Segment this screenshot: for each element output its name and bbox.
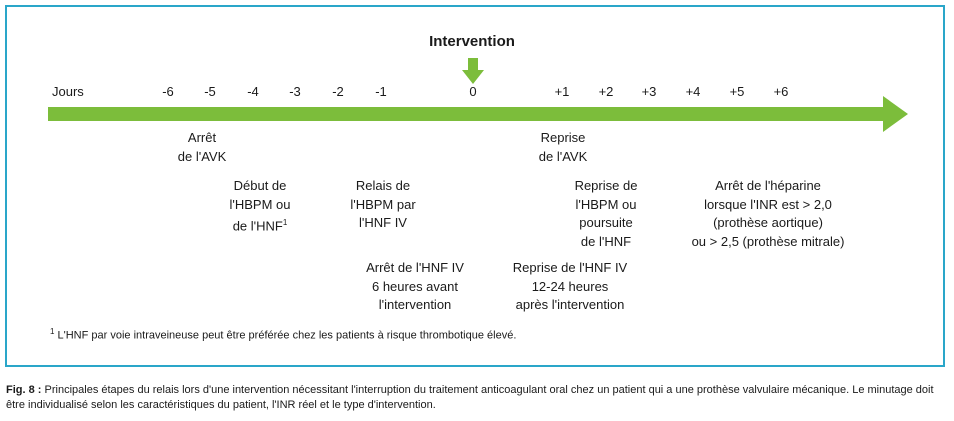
tick-plus-5: +5	[729, 84, 745, 99]
note-debut-hbpm-text: Début de l'HBPM ou de l'HNF	[229, 178, 291, 234]
caption-text: Principales étapes du relais lors d'une intervention nécessitant l'interruption du traitement anticoagulant oral chez un patient qui a une prothèse valvulaire mécanique. Le minutage doit être individualisé selon les caractéristiques du patient, l'INR réel et le type d'intervention.	[6, 384, 934, 411]
footnote-marker-ref: 1	[282, 218, 288, 228]
tick-minus-2: -2	[332, 84, 344, 99]
note-reprise-avk: Reprise de l'AVK	[538, 130, 588, 164]
intervention-down-arrow	[462, 58, 484, 84]
note-reprise-hnf-iv: Reprise de l'HNF IV 12-24 heures après l'intervention	[512, 260, 628, 313]
footnote	[50, 327, 516, 342]
note-reprise-hbpm: Reprise de l'HBPM ou poursuite de l'HNF	[574, 178, 638, 249]
note-arret-hnf-iv: Arrêt de l'HNF IV 6 heures avant l'intervention	[366, 260, 464, 313]
tick-zero: 0	[469, 84, 477, 99]
tick-plus-1: +1	[554, 84, 570, 99]
footnote-marker: 1	[50, 327, 55, 336]
figure-caption	[6, 383, 948, 413]
note-relais-hbpm: Relais de l'HBPM par l'HNF IV	[350, 178, 416, 231]
tick-plus-3: +3	[641, 84, 657, 99]
caption-label: Fig. 8 :	[6, 384, 42, 396]
note-arret-avk: Arrêt de l'AVK	[177, 130, 227, 164]
footnote-text: L'HNF par voie intraveineuse peut être préférée chez les patients à risque thrombotique élevé.	[57, 329, 517, 342]
axis-label-jours: Jours	[52, 84, 84, 99]
tick-minus-4: -4	[247, 84, 259, 99]
tick-minus-6: -6	[162, 84, 174, 99]
timeline-arrow	[48, 96, 908, 132]
tick-minus-1: -1	[375, 84, 387, 99]
tick-minus-5: -5	[204, 84, 216, 99]
note-debut-hbpm	[205, 177, 315, 236]
note-arret-heparine: Arrêt de l'héparine lorsque l'INR est > 2,0 (prothèse aortique) ou > 2,5 (prothèse mitrale)	[691, 178, 845, 249]
tick-plus-4: +4	[685, 84, 701, 99]
tick-minus-3: -3	[289, 84, 301, 99]
tick-plus-2: +2	[598, 84, 614, 99]
intervention-title: Intervention	[429, 33, 515, 50]
tick-plus-6: +6	[773, 84, 789, 99]
